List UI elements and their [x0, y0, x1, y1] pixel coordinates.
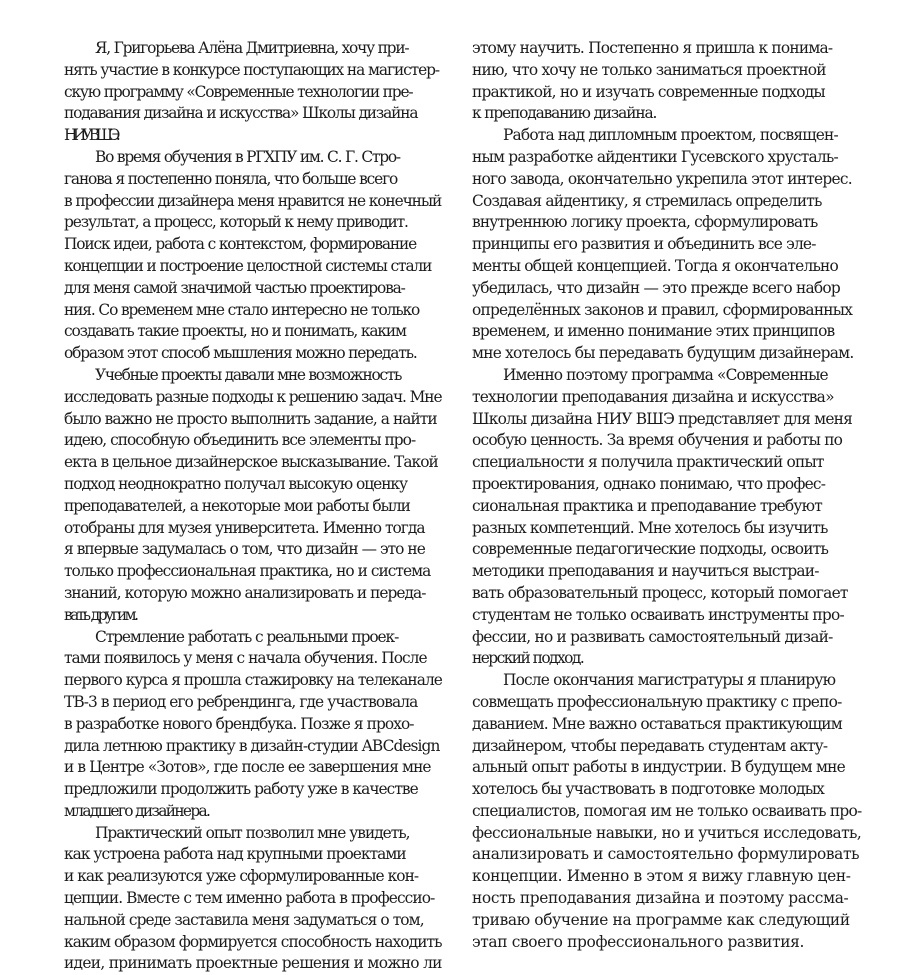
text-line: мне хотелось бы передавать будущим дизайнерам.	[472, 344, 854, 363]
text-line: Поиск идеи, работа с контекстом, формирование	[64, 235, 417, 254]
text-line: студентам не только осваивать инструменты про-	[472, 605, 844, 624]
text-line: ТВ-3 в период его ребрендинга, где участвовала	[64, 692, 418, 711]
text-line: НИУ ВШЭ.	[64, 126, 117, 145]
text-line: младшего дизайнера.	[64, 801, 210, 820]
text-line: хотелось бы участвовать в подготовке молодых	[472, 780, 825, 799]
text-line: первого курса я прошла стажировку на телеканале	[64, 671, 442, 690]
text-line: было важно не просто выполнить задание, а найти	[64, 409, 437, 428]
text-line: идею, способную объединить все элементы про-	[64, 431, 416, 450]
text-line: концепции. Именно в этом я вижу главную цен-	[472, 867, 851, 886]
text-line: временем, и именно понимание этих принципов	[472, 322, 835, 341]
text-line: нять участие в конкурсе поступающих на магистер-	[64, 60, 439, 79]
text-line: образом этот способ мышления можно передать.	[64, 344, 417, 363]
text-line: методики преподавания и научиться выстраи-	[472, 562, 819, 581]
text-line: подход неоднократно получал высокую оценку	[64, 474, 408, 493]
text-line: скую программу «Современные технологии пре-	[64, 82, 413, 101]
text-line: убедилась, что дизайн — это прежде всего набор	[472, 278, 840, 297]
text-line: особую ценность. За время обучения и работы по	[472, 431, 843, 450]
text-line: проектирования, однако понимаю, что профес-	[472, 474, 826, 493]
text-line: ного завода, окончательно укрепила этот интерес.	[472, 169, 852, 188]
text-line: альный опыт работы в индустрии. В будущем мне	[472, 758, 845, 777]
text-line: ность преподавания дизайна и поэтому рассма-	[472, 889, 849, 908]
text-line: отобраны для музея университета. Именно тогда	[64, 518, 425, 537]
text-line: триваю обучение на программе как следующий	[472, 910, 850, 929]
text-line: в профессии дизайнера меня нравится не конечный	[64, 191, 442, 210]
text-line: ния. Со временем мне стало интересно не только	[64, 300, 420, 319]
text-line: нерский подход.	[472, 649, 584, 668]
text-line: нию, что хочу не только заниматься проектной	[472, 60, 826, 79]
text-line: для меня самой значимой частью проектирова-	[64, 278, 405, 297]
text-line: вать образовательный процесс, который помогает	[472, 583, 848, 602]
text-line: этап своего профессионального развития.	[472, 932, 805, 951]
text-line: ным разработке айдентики Гусевского хрусталь-	[472, 147, 838, 166]
text-line: каким образом формируется способность находить	[64, 932, 442, 951]
text-line: современные педагогические подходы, освоить	[472, 540, 829, 559]
text-line: только профессиональная практика, но и система	[64, 562, 431, 581]
text-line: идеи, принимать проектные решения и можно ли	[64, 954, 442, 973]
text-line: дила летнюю практику в дизайн-студии ABCdesign	[64, 736, 440, 755]
text-line: этому научить. Постепенно я пришла к понима-	[472, 39, 833, 57]
text-line: принципы его развития и объединить все эле-	[472, 235, 816, 254]
paragraph-first-line: Стремление работать с реальными проек-	[95, 627, 399, 646]
text-line: преподавателей, а некоторые мои работы были	[64, 496, 410, 515]
text-line: определённых законов и правил, сформированных	[472, 300, 853, 319]
paragraph-first-line: Я, Григорьева Алёна Дмитриевна, хочу при-	[95, 39, 409, 57]
paragraph-first-line: Работа над дипломным проектом, посвящен-	[503, 126, 838, 145]
paragraph-first-line: Во время обучения в РГХПУ им. С. Г. Стро-	[95, 147, 400, 166]
text-line: Создавая айдентику, я стремилась определить	[472, 191, 822, 210]
text-line: менты общей концепцией. Тогда я окончательно	[472, 256, 839, 275]
text-line: предложили продолжить работу уже в качестве	[64, 780, 418, 799]
paragraph-first-line: Учебные проекты давали мне возможность	[95, 365, 402, 384]
text-line: ганова я постепенно поняла, что больше всего	[64, 169, 398, 188]
text-line: создавать такие проекты, но и понимать, каким	[64, 322, 406, 341]
text-line: как устроена работа над крупными проектами	[64, 845, 406, 864]
text-line: специалистов, помогая им не только осваивать про-	[472, 801, 862, 820]
text-line: разных компетенций. Мне хотелось бы изучить	[472, 518, 828, 537]
text-line: я впервые задумалась о том, что дизайн — это не	[64, 540, 425, 559]
text-line: тами появилось у меня с начала обучения. После	[64, 649, 427, 668]
text-line: анализировать и самостоятельно формулировать	[472, 845, 860, 864]
text-line: в разработке нового брендбука. Позже я прохо-	[64, 714, 414, 733]
text-line: технологии преподавания дизайна и искусства»	[472, 387, 834, 406]
text-line: Школы дизайна НИУ ВШЭ представляет для меня	[472, 409, 853, 428]
text-line: к преподаванию дизайна.	[472, 104, 657, 123]
text-line: фессии, но и развивать самостоятельный дизай-	[472, 627, 833, 646]
text-line: подавания дизайна и искусства» Школы дизайна	[64, 104, 418, 123]
text-line: сиональная практика и преподавание требуют	[472, 496, 822, 515]
text-line: фессиональные навыки, но и учиться исследовать,	[472, 823, 862, 842]
text-line: дизайнером, чтобы передавать студентам акту-	[472, 736, 828, 755]
text-line: внутреннюю логику проекта, сформулировать	[472, 213, 818, 232]
text-line: вать другим.	[64, 605, 137, 624]
text-line: специальности я получила практический опыт	[472, 453, 824, 472]
text-line: практикой, но и изучать современные подходы	[472, 82, 825, 101]
text-line: исследовать разные подходы к решению задач. Мне	[64, 387, 442, 406]
left-text-column	[64, 38, 442, 975]
paragraph-first-line: Именно поэтому программа «Современные	[503, 365, 828, 384]
text-line: концепции и построение целостной системы стали	[64, 256, 432, 275]
text-line: и как реализуются уже сформулированные кон-	[64, 867, 419, 886]
text-line: даванием. Мне важно оставаться практикующим	[472, 714, 842, 733]
text-line: и в Центре «Зотов», где после ее завершения мне	[64, 758, 431, 777]
paragraph-first-line: После окончания магистратуры я планирую	[503, 671, 836, 690]
text-line: результат, а процесс, который к нему приводит.	[64, 213, 408, 232]
text-line: нальной среде заставила меня задуматься о том,	[64, 910, 424, 929]
text-line: совмещать профессиональную практику с препо-	[472, 692, 842, 711]
paragraph-first-line: Практический опыт позволил мне увидеть,	[95, 823, 410, 842]
text-line: знаний, которую можно анализировать и переда-	[64, 583, 426, 602]
text-line: цепции. Вместе с тем именно работа в профессио-	[64, 889, 435, 908]
right-text-column	[472, 38, 861, 953]
text-line: екта в цельное дизайнерское высказывание. Такой	[64, 453, 438, 472]
